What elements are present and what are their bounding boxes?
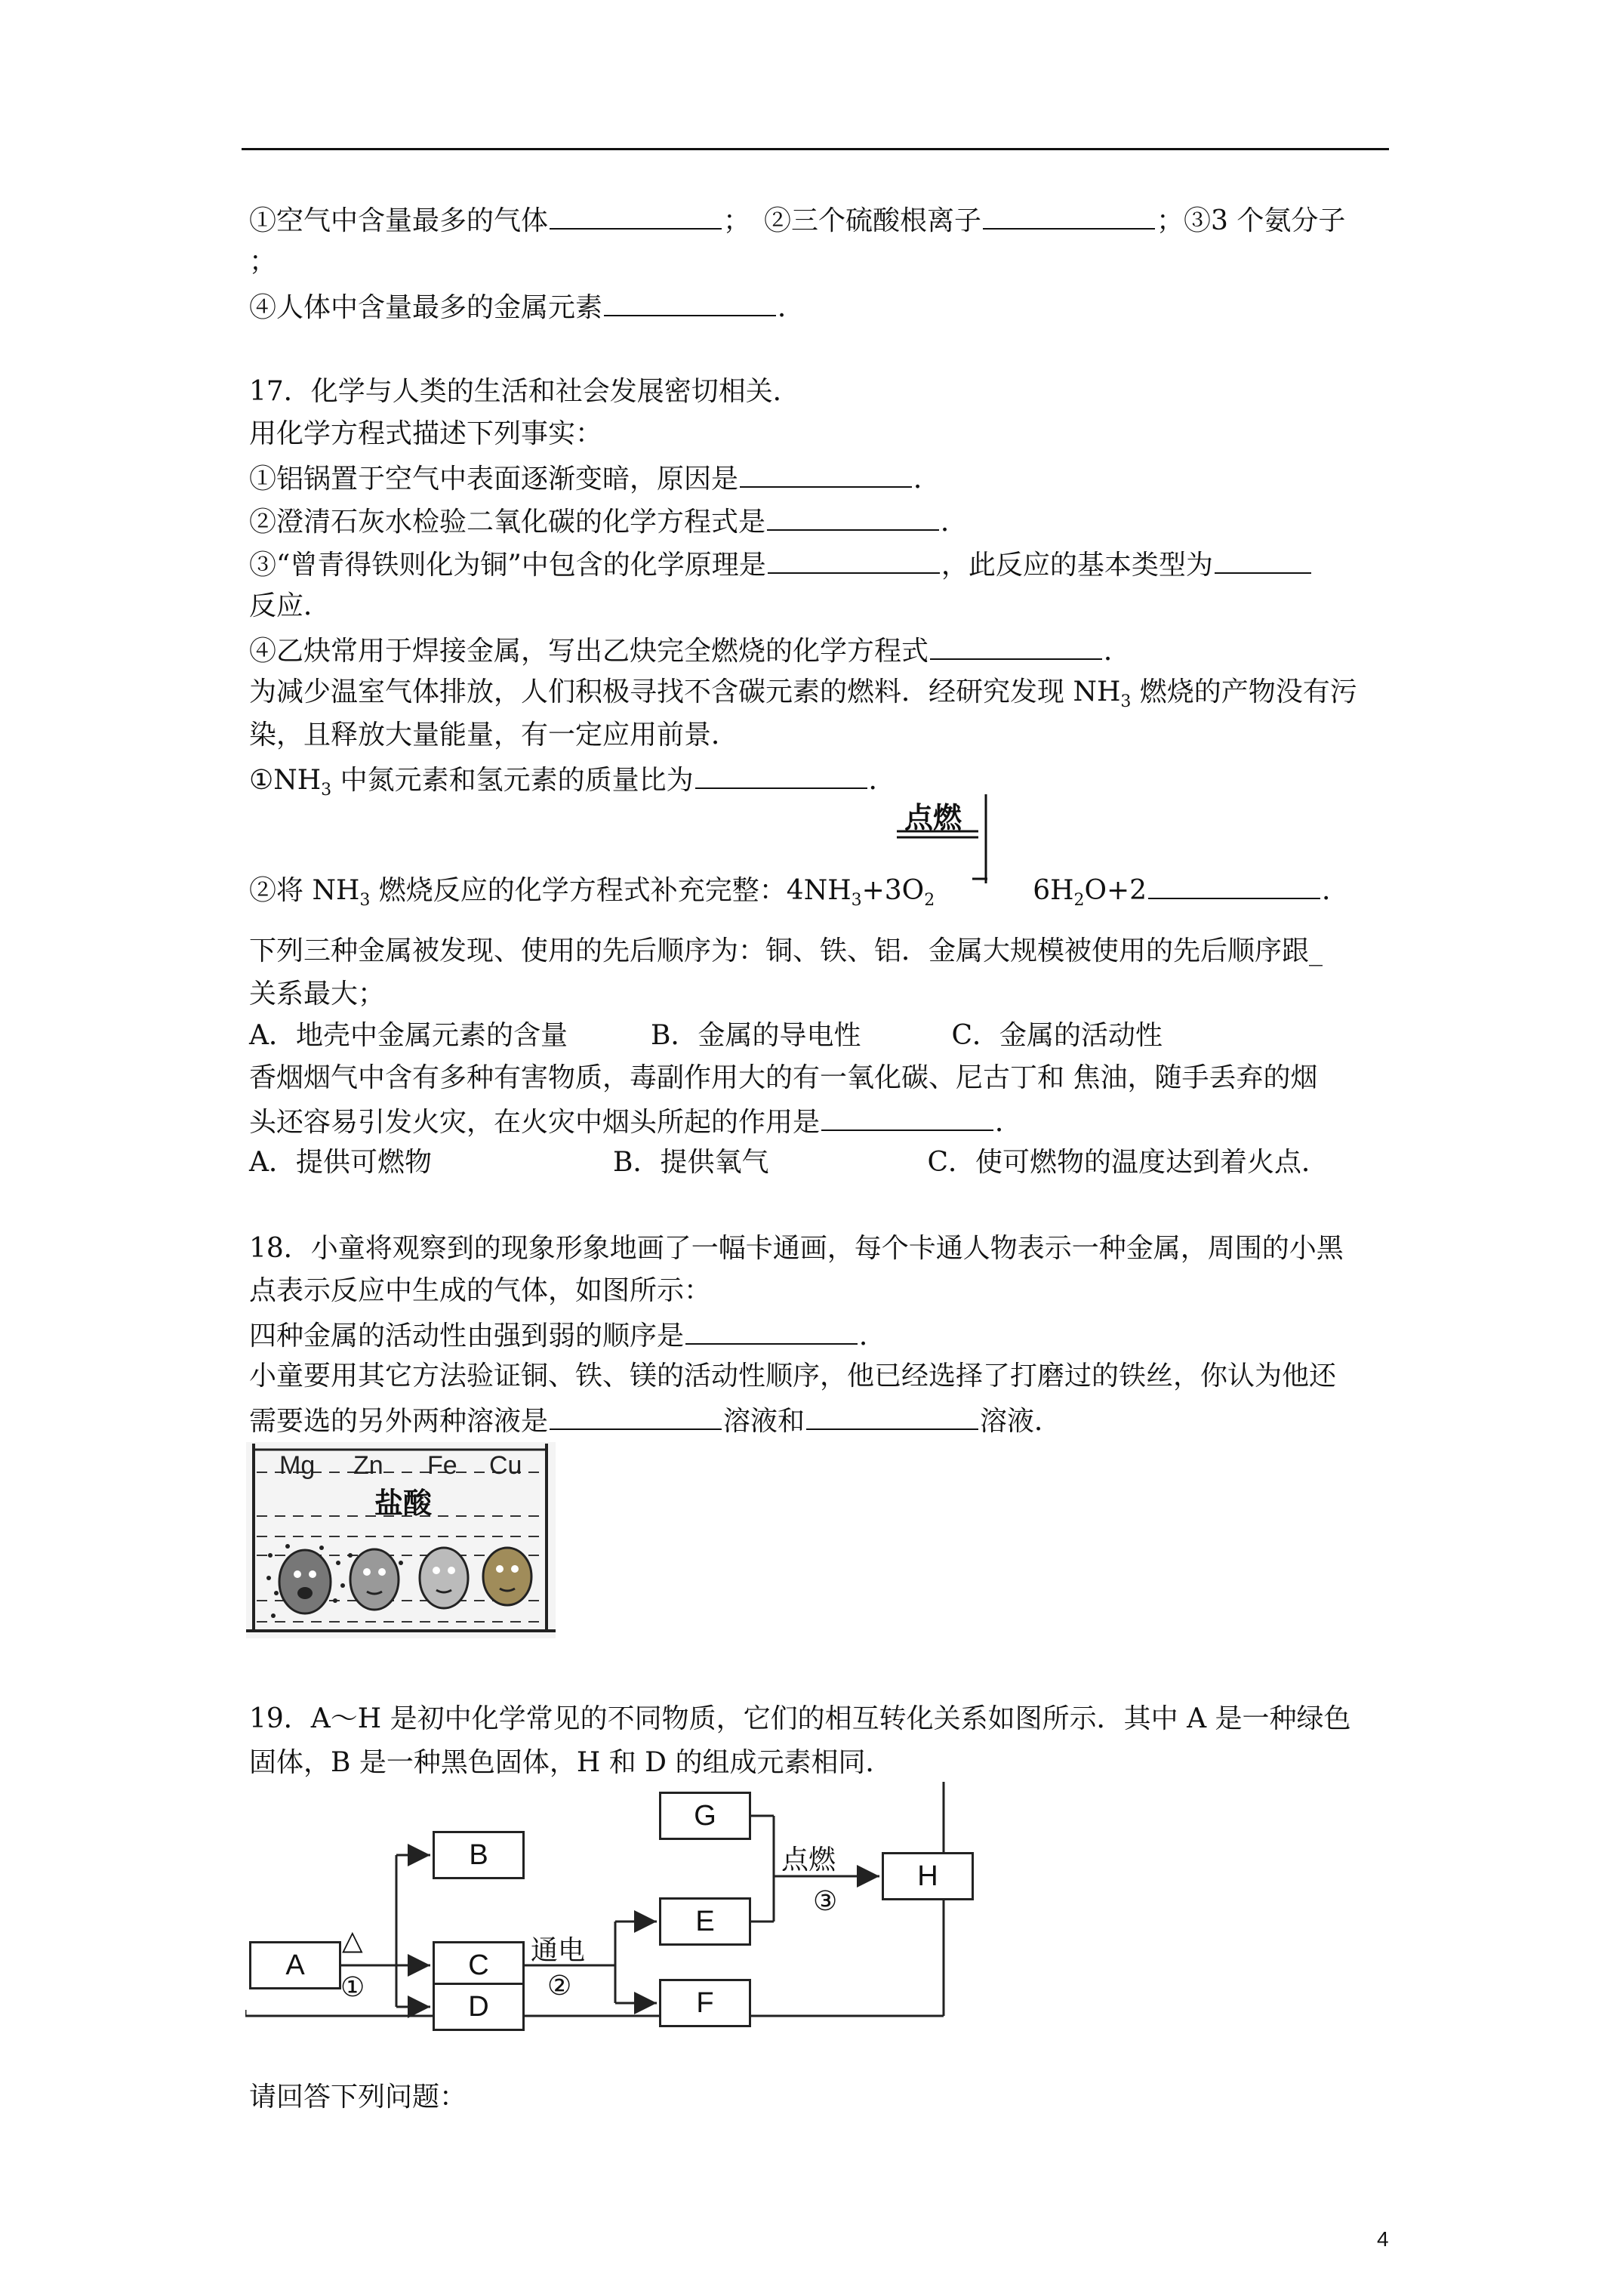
text: ①铝锅置于空气中表面逐渐变暗，原因是 [249,464,739,495]
header-rule [242,148,1389,150]
metal-label-fe: Fe [427,1451,457,1480]
q17-line [249,1104,1022,1139]
q17-title: 17．化学与人类的生活和社会发展密切相关． [249,376,800,407]
q17-line [249,762,896,800]
text: 6H [1033,875,1074,906]
text: 中氮元素和氢元素的质量比为 [331,765,694,796]
text: O+2 [1084,875,1147,906]
text: ①空气中含量最多的气体 [249,205,549,236]
acid-label: 盐酸 [374,1487,433,1520]
q17-line: 反应． [249,590,331,621]
text: ①NH [249,765,322,796]
step3-condition: 点燃 [781,1845,836,1875]
q17-options [249,1146,1329,1179]
text: 燃烧的产物没有污 [1131,676,1357,707]
node-e: E [659,1897,751,1946]
text: 需要选的另外两种溶液是 [249,1406,549,1437]
text: 燃烧反应的化学方程式补充完整：4NH [370,875,852,906]
q19-title: 19．A～H 是初中化学常见的不同物质，它们的相互转化关系如图所示．其中 A 是一种绿色 [249,1703,1351,1734]
text: 溶液． [980,1406,1062,1437]
q17-line: 香烟烟气中含有多种有害物质，毒副作用大的有一氧化碳、尼古丁和 焦油，随手丢弃的烟 [249,1062,1318,1093]
condition-label: 点燃 [904,803,962,834]
answer-blank[interactable] [695,762,867,789]
metal-label-mg: Mg [279,1451,316,1480]
option-b: B．金属的导电性 [651,1020,861,1051]
text: +3O [861,875,925,906]
step3-number: ③ [813,1886,838,1917]
q16-line-3 [249,289,805,325]
answer-blank[interactable] [806,1403,978,1430]
text: ． [941,507,969,538]
answer-blank[interactable] [768,547,940,574]
q19-line: 请回答下列问题： [249,2082,467,2113]
text: ． [868,765,896,796]
q17-line [249,461,941,496]
text: ，此反应的基本类型为 [941,550,1213,581]
answer-blank[interactable] [550,1403,722,1430]
text: ②将 NH [249,875,360,906]
q17-line [249,504,968,539]
q17-line: 下列三种金属被发现、使用的先后顺序为：铜、铁、铝．金属大规模被使用的先后顺序跟_ [249,935,1323,966]
q17-line: 用化学方程式描述下列事实： [249,418,603,449]
q18-line: 点表示反应中生成的气体，如图所示： [249,1275,712,1306]
text: ． [778,292,805,323]
subscript: 3 [321,781,332,800]
answer-blank[interactable] [1215,547,1311,574]
text: ；③3 个氨分子 [1156,205,1346,236]
q16-line-1 [249,202,1345,238]
answer-blank[interactable] [983,202,1155,230]
step2-condition: 通电 [531,1935,586,1966]
page-number: 4 [1377,2227,1389,2251]
subscript: 2 [1073,891,1085,910]
q17-line: 染，且释放大量能量，有一定应用前景． [249,720,739,750]
node-g: G [659,1792,751,1840]
node-d: D [433,1983,525,2031]
text: ． [913,464,941,495]
step1-number: ① [340,1972,365,2003]
answer-blank[interactable] [821,1104,993,1131]
step1-condition: △ [342,1925,363,1956]
subscript: 3 [359,891,371,910]
answer-blank[interactable] [767,504,939,531]
answer-blank[interactable] [930,633,1102,660]
text: ． [995,1107,1023,1138]
q18-line [249,1318,886,1353]
q17-options [249,1019,1163,1052]
option-b: B．提供氧气 [613,1147,769,1178]
text: ④人体中含量最多的金属元素 [249,292,603,323]
text: 为减少温室气体排放，人们积极寻找不含碳元素的燃料．经研究发现 NH [249,676,1121,707]
node-f: F [659,1979,751,2027]
q17-line: 关系最大； [249,978,386,1009]
answer-blank[interactable] [1148,872,1320,899]
beaker-illustration [246,1442,556,1638]
q17-line [249,872,1349,908]
metal-label-cu: Cu [489,1451,522,1480]
q17-line [249,676,1357,709]
answer-blank[interactable] [740,461,912,488]
metal-label-zn: Zn [353,1451,383,1480]
answer-blank[interactable] [550,202,722,230]
node-a: A [249,1941,341,1989]
text: ； ②三个硫酸根离子 [723,205,982,236]
conversion-diagram [245,1782,955,2031]
reaction-condition [897,794,995,883]
option-c: C．使可燃物的温度达到着火点． [927,1147,1329,1178]
q17-line [249,547,1313,582]
node-c: C [433,1941,525,1989]
q18-line: 小童要用其它方法验证铜、铁、镁的活动性顺序，他已经选择了打磨过的铁丝，你认为他还 [249,1361,1337,1391]
subscript: 3 [851,891,862,910]
q18-line [249,1403,1061,1438]
q19-line: 固体，B 是一种黑色固体，H 和 D 的组成元素相同． [249,1747,893,1778]
node-h: H [882,1852,974,1900]
text: 四种金属的活动性由强到弱的顺序是 [249,1321,685,1351]
step2-number: ② [547,1971,572,2002]
subscript: 3 [1120,692,1132,711]
answer-blank[interactable] [685,1318,858,1345]
answer-blank[interactable] [604,289,776,316]
text: 头还容易引发火灾，在火灾中烟头所起的作用是 [249,1107,821,1138]
text: 溶液和 [723,1406,805,1437]
text: ④乙炔常用于焊接金属，写出乙炔完全燃烧的化学方程式 [249,636,929,667]
option-a: A．提供可燃物 [249,1147,432,1178]
q16-line-2: ； [249,246,277,277]
text: ． [1104,636,1132,667]
text: ． [859,1321,887,1351]
option-a: A．地壳中金属元素的含量 [249,1020,568,1051]
q17-line [249,633,1131,668]
text: ③“曾青得铁则化为铜”中包含的化学原理是 [249,550,766,581]
q18-title: 18．小童将观察到的现象形象地画了一幅卡通画，每个卡通人物表示一种金属，周围的小黑 [249,1233,1344,1264]
node-b: B [433,1831,525,1879]
equals-sign-icon [897,794,995,883]
option-c: C．金属的活动性 [951,1020,1163,1051]
text: ． [1322,875,1350,906]
subscript: 2 [924,891,935,910]
text: ②澄清石灰水检验二氧化碳的化学方程式是 [249,507,766,538]
